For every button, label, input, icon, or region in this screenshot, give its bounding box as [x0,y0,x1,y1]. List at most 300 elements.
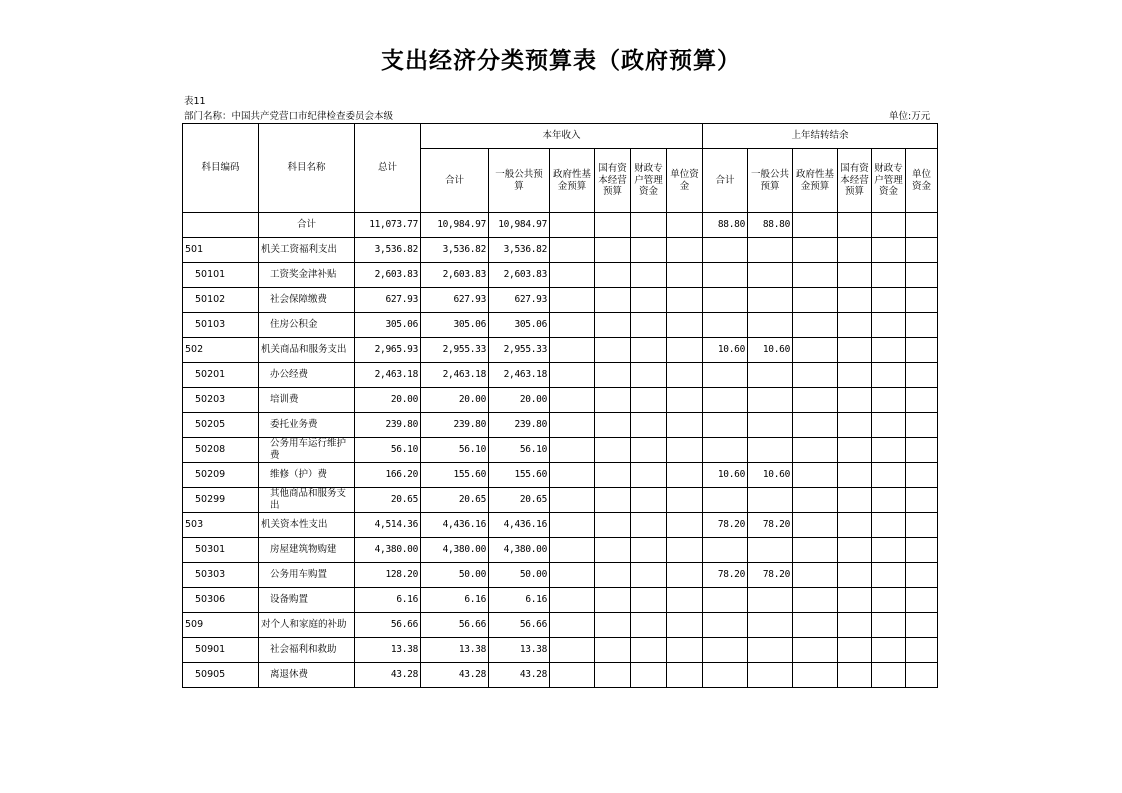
cell-prior-3 [838,313,872,338]
cell-prior-0: 10.60 [703,463,748,488]
header-prior-total: 合计 [703,149,748,213]
table-body [183,213,938,688]
table-row [183,213,938,238]
cell-current-3 [595,538,631,563]
cell-code: 50303 [183,563,259,588]
table-row [183,613,938,638]
cell-current-1: 43.28 [489,663,550,688]
cell-prior-2 [793,413,838,438]
cell-prior-2 [793,263,838,288]
cell-current-4 [631,538,667,563]
cell-total: 56.10 [355,438,421,463]
cell-current-2 [550,263,595,288]
cell-current-4 [631,588,667,613]
cell-code: 50101 [183,263,259,288]
cell-prior-4 [872,463,906,488]
cell-prior-3 [838,538,872,563]
cell-prior-3 [838,613,872,638]
cell-current-5 [667,638,703,663]
cell-total: 2,965.93 [355,338,421,363]
cell-current-0: 6.16 [421,588,489,613]
cell-current-1: 13.38 [489,638,550,663]
cell-prior-1 [748,438,793,463]
cell-prior-2 [793,613,838,638]
table-row [183,513,938,538]
cell-current-2 [550,338,595,363]
table-row [183,263,938,288]
cell-prior-0: 78.20 [703,513,748,538]
cell-prior-4 [872,588,906,613]
cell-current-5 [667,363,703,388]
cell-current-1: 56.10 [489,438,550,463]
cell-prior-3 [838,488,872,513]
cell-current-2 [550,363,595,388]
cell-prior-5 [906,563,938,588]
cell-current-1: 3,536.82 [489,238,550,263]
header-total: 总计 [355,124,421,213]
cell-code: 50301 [183,538,259,563]
cell-total: 56.66 [355,613,421,638]
unit-label: 单位:万元 [889,111,931,122]
cell-current-4 [631,238,667,263]
table-row [183,663,938,688]
cell-current-5 [667,413,703,438]
cell-name: 设备购置 [259,588,355,613]
cell-current-1: 10,984.97 [489,213,550,238]
cell-current-1: 4,380.00 [489,538,550,563]
cell-current-2 [550,488,595,513]
cell-current-2 [550,463,595,488]
cell-name: 房屋建筑物购建 [259,538,355,563]
cell-code: 50299 [183,488,259,513]
cell-prior-3 [838,563,872,588]
cell-current-2 [550,238,595,263]
cell-current-5 [667,588,703,613]
cell-prior-5 [906,413,938,438]
cell-prior-1 [748,613,793,638]
cell-current-2 [550,438,595,463]
cell-current-1: 4,436.16 [489,513,550,538]
cell-prior-4 [872,288,906,313]
table-row [183,463,938,488]
cell-current-0: 43.28 [421,663,489,688]
table-row [183,488,938,513]
cell-current-2 [550,563,595,588]
header-prior-unit-funds: 单位资金 [906,149,938,213]
cell-total: 4,380.00 [355,538,421,563]
cell-current-4 [631,488,667,513]
cell-current-4 [631,363,667,388]
cell-prior-5 [906,263,938,288]
header-prior-special-account: 财政专户管理资金 [872,149,906,213]
cell-prior-5 [906,588,938,613]
cell-prior-0 [703,438,748,463]
cell-current-0: 20.65 [421,488,489,513]
cell-current-5 [667,513,703,538]
cell-current-0: 4,380.00 [421,538,489,563]
cell-current-0: 2,603.83 [421,263,489,288]
cell-prior-4 [872,413,906,438]
cell-current-1: 2,603.83 [489,263,550,288]
header-current-fund: 政府性基金预算 [550,149,595,213]
table-row [183,538,938,563]
cell-name: 公务用车购置 [259,563,355,588]
table-row [183,438,938,463]
cell-current-0: 627.93 [421,288,489,313]
cell-current-3 [595,463,631,488]
cell-prior-2 [793,338,838,363]
cell-code: 50306 [183,588,259,613]
cell-prior-1: 10.60 [748,463,793,488]
cell-current-5 [667,538,703,563]
cell-prior-5 [906,313,938,338]
cell-prior-1 [748,388,793,413]
cell-current-4 [631,513,667,538]
cell-prior-4 [872,363,906,388]
cell-total: 305.06 [355,313,421,338]
cell-prior-3 [838,588,872,613]
cell-prior-4 [872,438,906,463]
header-current-unit-funds: 单位资金 [667,149,703,213]
cell-current-0: 50.00 [421,563,489,588]
cell-current-4 [631,413,667,438]
cell-current-5 [667,438,703,463]
cell-name: 工资奖金津补贴 [259,263,355,288]
cell-prior-5 [906,438,938,463]
cell-current-3 [595,438,631,463]
cell-current-0: 13.38 [421,638,489,663]
cell-current-3 [595,238,631,263]
cell-current-0: 239.80 [421,413,489,438]
cell-current-1: 2,955.33 [489,338,550,363]
cell-current-0: 155.60 [421,463,489,488]
cell-current-1: 627.93 [489,288,550,313]
cell-name: 离退休费 [259,663,355,688]
cell-current-2 [550,213,595,238]
cell-prior-3 [838,413,872,438]
cell-current-0: 305.06 [421,313,489,338]
cell-current-2 [550,538,595,563]
cell-code: 50901 [183,638,259,663]
cell-current-3 [595,663,631,688]
cell-prior-3 [838,213,872,238]
cell-prior-2 [793,638,838,663]
budget-table [182,123,938,688]
cell-current-4 [631,338,667,363]
cell-prior-0 [703,263,748,288]
cell-current-3 [595,613,631,638]
cell-total: 43.28 [355,663,421,688]
header-current-special-account: 财政专户管理资金 [631,149,667,213]
cell-prior-2 [793,563,838,588]
cell-prior-4 [872,313,906,338]
cell-prior-4 [872,638,906,663]
cell-current-4 [631,263,667,288]
cell-code: 503 [183,513,259,538]
cell-prior-0 [703,488,748,513]
cell-current-5 [667,288,703,313]
cell-current-4 [631,563,667,588]
cell-prior-0 [703,588,748,613]
cell-current-2 [550,588,595,613]
cell-current-1: 305.06 [489,313,550,338]
cell-total: 239.80 [355,413,421,438]
cell-current-2 [550,513,595,538]
cell-prior-4 [872,263,906,288]
cell-prior-3 [838,638,872,663]
cell-name: 公务用车运行维护费 [259,438,355,463]
cell-current-2 [550,313,595,338]
cell-total: 20.00 [355,388,421,413]
header-name: 科目名称 [259,124,355,213]
cell-current-5 [667,463,703,488]
cell-current-1: 2,463.18 [489,363,550,388]
cell-prior-2 [793,463,838,488]
cell-prior-5 [906,338,938,363]
cell-current-3 [595,638,631,663]
cell-prior-3 [838,288,872,313]
cell-current-0: 56.10 [421,438,489,463]
table-row [183,413,938,438]
cell-code: 50209 [183,463,259,488]
cell-code: 509 [183,613,259,638]
cell-current-3 [595,388,631,413]
table-row [183,363,938,388]
cell-prior-2 [793,213,838,238]
cell-prior-1: 78.20 [748,513,793,538]
cell-total: 13.38 [355,638,421,663]
cell-prior-2 [793,438,838,463]
cell-current-3 [595,563,631,588]
cell-prior-2 [793,238,838,263]
cell-current-3 [595,313,631,338]
cell-name: 委托业务费 [259,413,355,438]
cell-code: 50102 [183,288,259,313]
cell-prior-0: 88.80 [703,213,748,238]
cell-prior-4 [872,388,906,413]
cell-current-3 [595,288,631,313]
table-row [183,313,938,338]
cell-prior-1: 78.20 [748,563,793,588]
cell-current-4 [631,213,667,238]
cell-name: 其他商品和服务支出 [259,488,355,513]
cell-prior-2 [793,363,838,388]
table-row [183,588,938,613]
cell-prior-0 [703,288,748,313]
cell-current-2 [550,413,595,438]
header-prior-state-capital: 国有资本经营预算 [838,149,872,213]
cell-code: 50201 [183,363,259,388]
cell-current-0: 2,955.33 [421,338,489,363]
table-number: 表11 [184,96,206,107]
cell-current-1: 20.00 [489,388,550,413]
cell-prior-4 [872,213,906,238]
cell-prior-4 [872,663,906,688]
cell-prior-0 [703,538,748,563]
page-title: 支出经济分类预算表（政府预算） [381,48,741,74]
cell-current-1: 56.66 [489,613,550,638]
cell-total: 6.16 [355,588,421,613]
cell-prior-5 [906,463,938,488]
cell-name: 维修（护）费 [259,463,355,488]
header-current-total: 合计 [421,149,489,213]
cell-prior-0: 78.20 [703,563,748,588]
cell-current-5 [667,338,703,363]
cell-current-0: 4,436.16 [421,513,489,538]
department-name: 部门名称：中国共产党营口市纪律检查委员会本级 [184,111,394,122]
cell-current-4 [631,463,667,488]
header-prior-fund: 政府性基金预算 [793,149,838,213]
cell-current-4 [631,663,667,688]
cell-prior-3 [838,463,872,488]
cell-current-5 [667,663,703,688]
cell-prior-5 [906,238,938,263]
cell-current-5 [667,213,703,238]
table-row [183,388,938,413]
header-prior-general: 一般公共预算 [748,149,793,213]
table-row [183,288,938,313]
cell-current-3 [595,413,631,438]
cell-current-4 [631,388,667,413]
cell-code: 50103 [183,313,259,338]
cell-prior-5 [906,538,938,563]
table-header [183,124,938,213]
cell-prior-1 [748,488,793,513]
header-group-current: 本年收入 [421,124,703,149]
cell-prior-0 [703,363,748,388]
cell-prior-1: 10.60 [748,338,793,363]
cell-prior-3 [838,438,872,463]
cell-prior-5 [906,513,938,538]
cell-total: 166.20 [355,463,421,488]
header-current-general: 一般公共预算 [489,149,550,213]
cell-prior-1 [748,313,793,338]
cell-code: 50205 [183,413,259,438]
cell-prior-1 [748,263,793,288]
cell-prior-5 [906,213,938,238]
table-row [183,238,938,263]
cell-prior-1 [748,413,793,438]
cell-prior-1 [748,538,793,563]
cell-current-1: 239.80 [489,413,550,438]
cell-prior-1 [748,588,793,613]
cell-prior-4 [872,613,906,638]
cell-prior-2 [793,488,838,513]
cell-total: 20.65 [355,488,421,513]
cell-prior-3 [838,388,872,413]
cell-current-4 [631,313,667,338]
cell-prior-0: 10.60 [703,338,748,363]
cell-current-1: 6.16 [489,588,550,613]
cell-code: 50905 [183,663,259,688]
cell-prior-0 [703,638,748,663]
cell-current-4 [631,288,667,313]
cell-prior-2 [793,663,838,688]
cell-current-0: 56.66 [421,613,489,638]
cell-prior-5 [906,638,938,663]
cell-prior-4 [872,238,906,263]
cell-code: 50203 [183,388,259,413]
cell-name: 社会福利和救助 [259,638,355,663]
cell-prior-4 [872,338,906,363]
cell-current-4 [631,613,667,638]
cell-current-2 [550,288,595,313]
cell-prior-5 [906,663,938,688]
cell-current-0: 10,984.97 [421,213,489,238]
cell-prior-3 [838,338,872,363]
cell-prior-3 [838,238,872,263]
cell-prior-3 [838,513,872,538]
cell-prior-0 [703,413,748,438]
cell-current-5 [667,488,703,513]
cell-current-3 [595,363,631,388]
cell-prior-3 [838,263,872,288]
cell-prior-3 [838,663,872,688]
cell-prior-0 [703,663,748,688]
cell-current-5 [667,563,703,588]
cell-prior-5 [906,488,938,513]
cell-current-5 [667,388,703,413]
cell-prior-5 [906,388,938,413]
cell-current-3 [595,588,631,613]
cell-current-0: 2,463.18 [421,363,489,388]
cell-prior-0 [703,388,748,413]
cell-prior-1: 88.80 [748,213,793,238]
cell-total: 3,536.82 [355,238,421,263]
cell-prior-1 [748,638,793,663]
cell-current-2 [550,663,595,688]
cell-prior-0 [703,613,748,638]
cell-code [183,213,259,238]
cell-prior-2 [793,288,838,313]
table-row [183,638,938,663]
cell-prior-4 [872,563,906,588]
header-current-state-capital: 国有资本经营预算 [595,149,631,213]
cell-code: 50208 [183,438,259,463]
cell-current-2 [550,613,595,638]
cell-name: 办公经费 [259,363,355,388]
cell-prior-2 [793,313,838,338]
cell-code: 501 [183,238,259,263]
cell-total: 11,073.77 [355,213,421,238]
cell-total: 627.93 [355,288,421,313]
cell-name: 机关资本性支出 [259,513,355,538]
cell-current-1: 155.60 [489,463,550,488]
cell-code: 502 [183,338,259,363]
cell-prior-5 [906,288,938,313]
header-code: 科目编码 [183,124,259,213]
header-group-prior: 上年结转结余 [703,124,938,149]
cell-current-1: 50.00 [489,563,550,588]
table-row [183,563,938,588]
cell-prior-2 [793,538,838,563]
cell-prior-0 [703,313,748,338]
cell-name: 住房公积金 [259,313,355,338]
cell-total: 2,463.18 [355,363,421,388]
cell-current-3 [595,213,631,238]
cell-current-5 [667,313,703,338]
cell-current-3 [595,338,631,363]
cell-current-0: 3,536.82 [421,238,489,263]
cell-prior-2 [793,388,838,413]
cell-current-1: 20.65 [489,488,550,513]
cell-current-2 [550,388,595,413]
cell-prior-2 [793,588,838,613]
cell-name: 培训费 [259,388,355,413]
cell-prior-1 [748,663,793,688]
cell-prior-1 [748,288,793,313]
cell-prior-0 [703,238,748,263]
